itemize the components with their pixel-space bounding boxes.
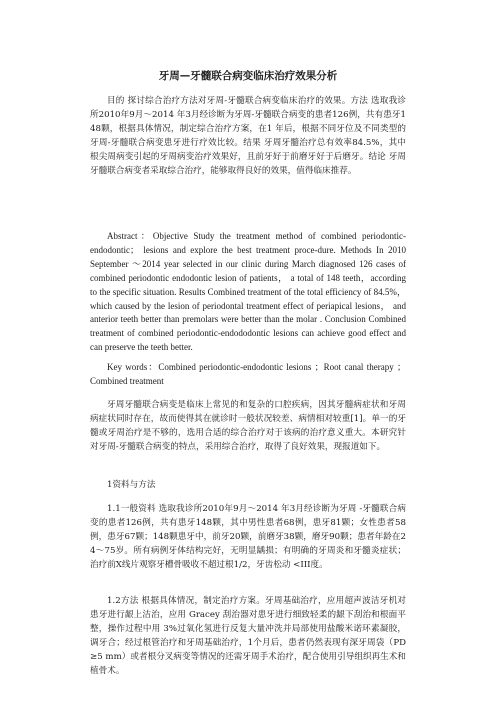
abstract-english: Abstract：Objective Study the treatment method of combined periodontic-endodontic； lesions and explore the best treatment proce-dure. Methods In 2010 September ～2014 year selected in our clinic during March diagnosed 126 cases of combined periodontic endodontic lesion of patients， a total of 148 teeth，according to the specific situation. Results Combined treatment of the total efficiency of 84.5%， which caused by the lesion of periodontal treatment effect of periapical lesions， and anterior teeth better than premolars were better than the molar . Conclusion Combined treatment of combined periodontic-endododontic lesions can achieve good effect and can preserve the teeth better.	[90, 231, 406, 353]
abstract-chinese: 目的 探讨综合治疗方法对牙周-牙髓联合病变临床治疗的效果。方法 选取我诊所2010年9月～2014 年3月经诊断为牙周-牙髓联合病变的患者126例，共有患牙148颗，根据具体情况，制定综合治疗方案，在1 年后，根据不同牙位及不同类型的牙周-牙髓联合病变患牙进行疗效比较。结果 牙周牙髓治疗总有效率84.5%，其中根尖周病变引起的牙周病变治疗效果好，且前牙好于前磨牙好于后磨牙。结论 牙周牙髓联合病变者采取综合治疗，能够取得良好的效果，值得临床推荐。	[90, 96, 406, 176]
article-title: 牙周—牙髓联合病变临床治疗效果分析	[158, 70, 338, 82]
section-heading: 1资料与方法	[107, 480, 156, 490]
introduction-paragraph: 牙周牙髓联合病变是临床上常见的和复杂的口腔疾病，因其牙髓病症状和牙周病症状同时存在，故而使得其在就诊时一般状况较差、病情相对较重[1]。单一的牙髓或牙周治疗是不够的，选用合适的综合治疗对于该病的治疗意义重大。本研究针对牙周-牙髓联合病变的特点，采用综合治疗，取得了良好效果，现报道如下。	[90, 400, 406, 452]
section-1-2-paragraph: 1.2方法 根据具体情况，制定治疗方案。牙周基础治疗，应用超声波洁牙机对患牙进行龈上洁治，应用 Gracey 刮治器对患牙进行细致轻柔的龈下刮治和根面平整，操作过程中用 3%过氧化氢进行反复大量冲洗并局部使用盐酸米诺环素凝胶，调牙合；经过根管治疗和牙周基础治疗，1个月后，患者仍然表现有深牙周袋（PD≥5 mm）或者根分叉病变等情况的还需牙周手术治疗，配合使用引导组织再生术和植骨术。	[90, 596, 406, 676]
section-1-1-paragraph: 1.1一般资料 选取我诊所2010年9月～2014 年3月经诊断为牙周 -牙髓联合病变的患者126例，共有患牙148颗，其中男性患者68例，患牙81颗；女性患者58例，患牙67颗；148颗患牙中，前牙20颗，前磨牙38颗，磨牙90颗；患者年龄在24～75岁。所有病例牙体结构完好，无明显龋损；有明确的牙周炎和牙髓炎症状；治疗前X线片观察牙槽骨吸收不超过根1/2，牙齿松动 <III度。	[90, 504, 406, 570]
keywords: Key words：Combined periodontic-endodontic lesions ；Root canal therapy ；Combined treatment	[90, 362, 406, 386]
